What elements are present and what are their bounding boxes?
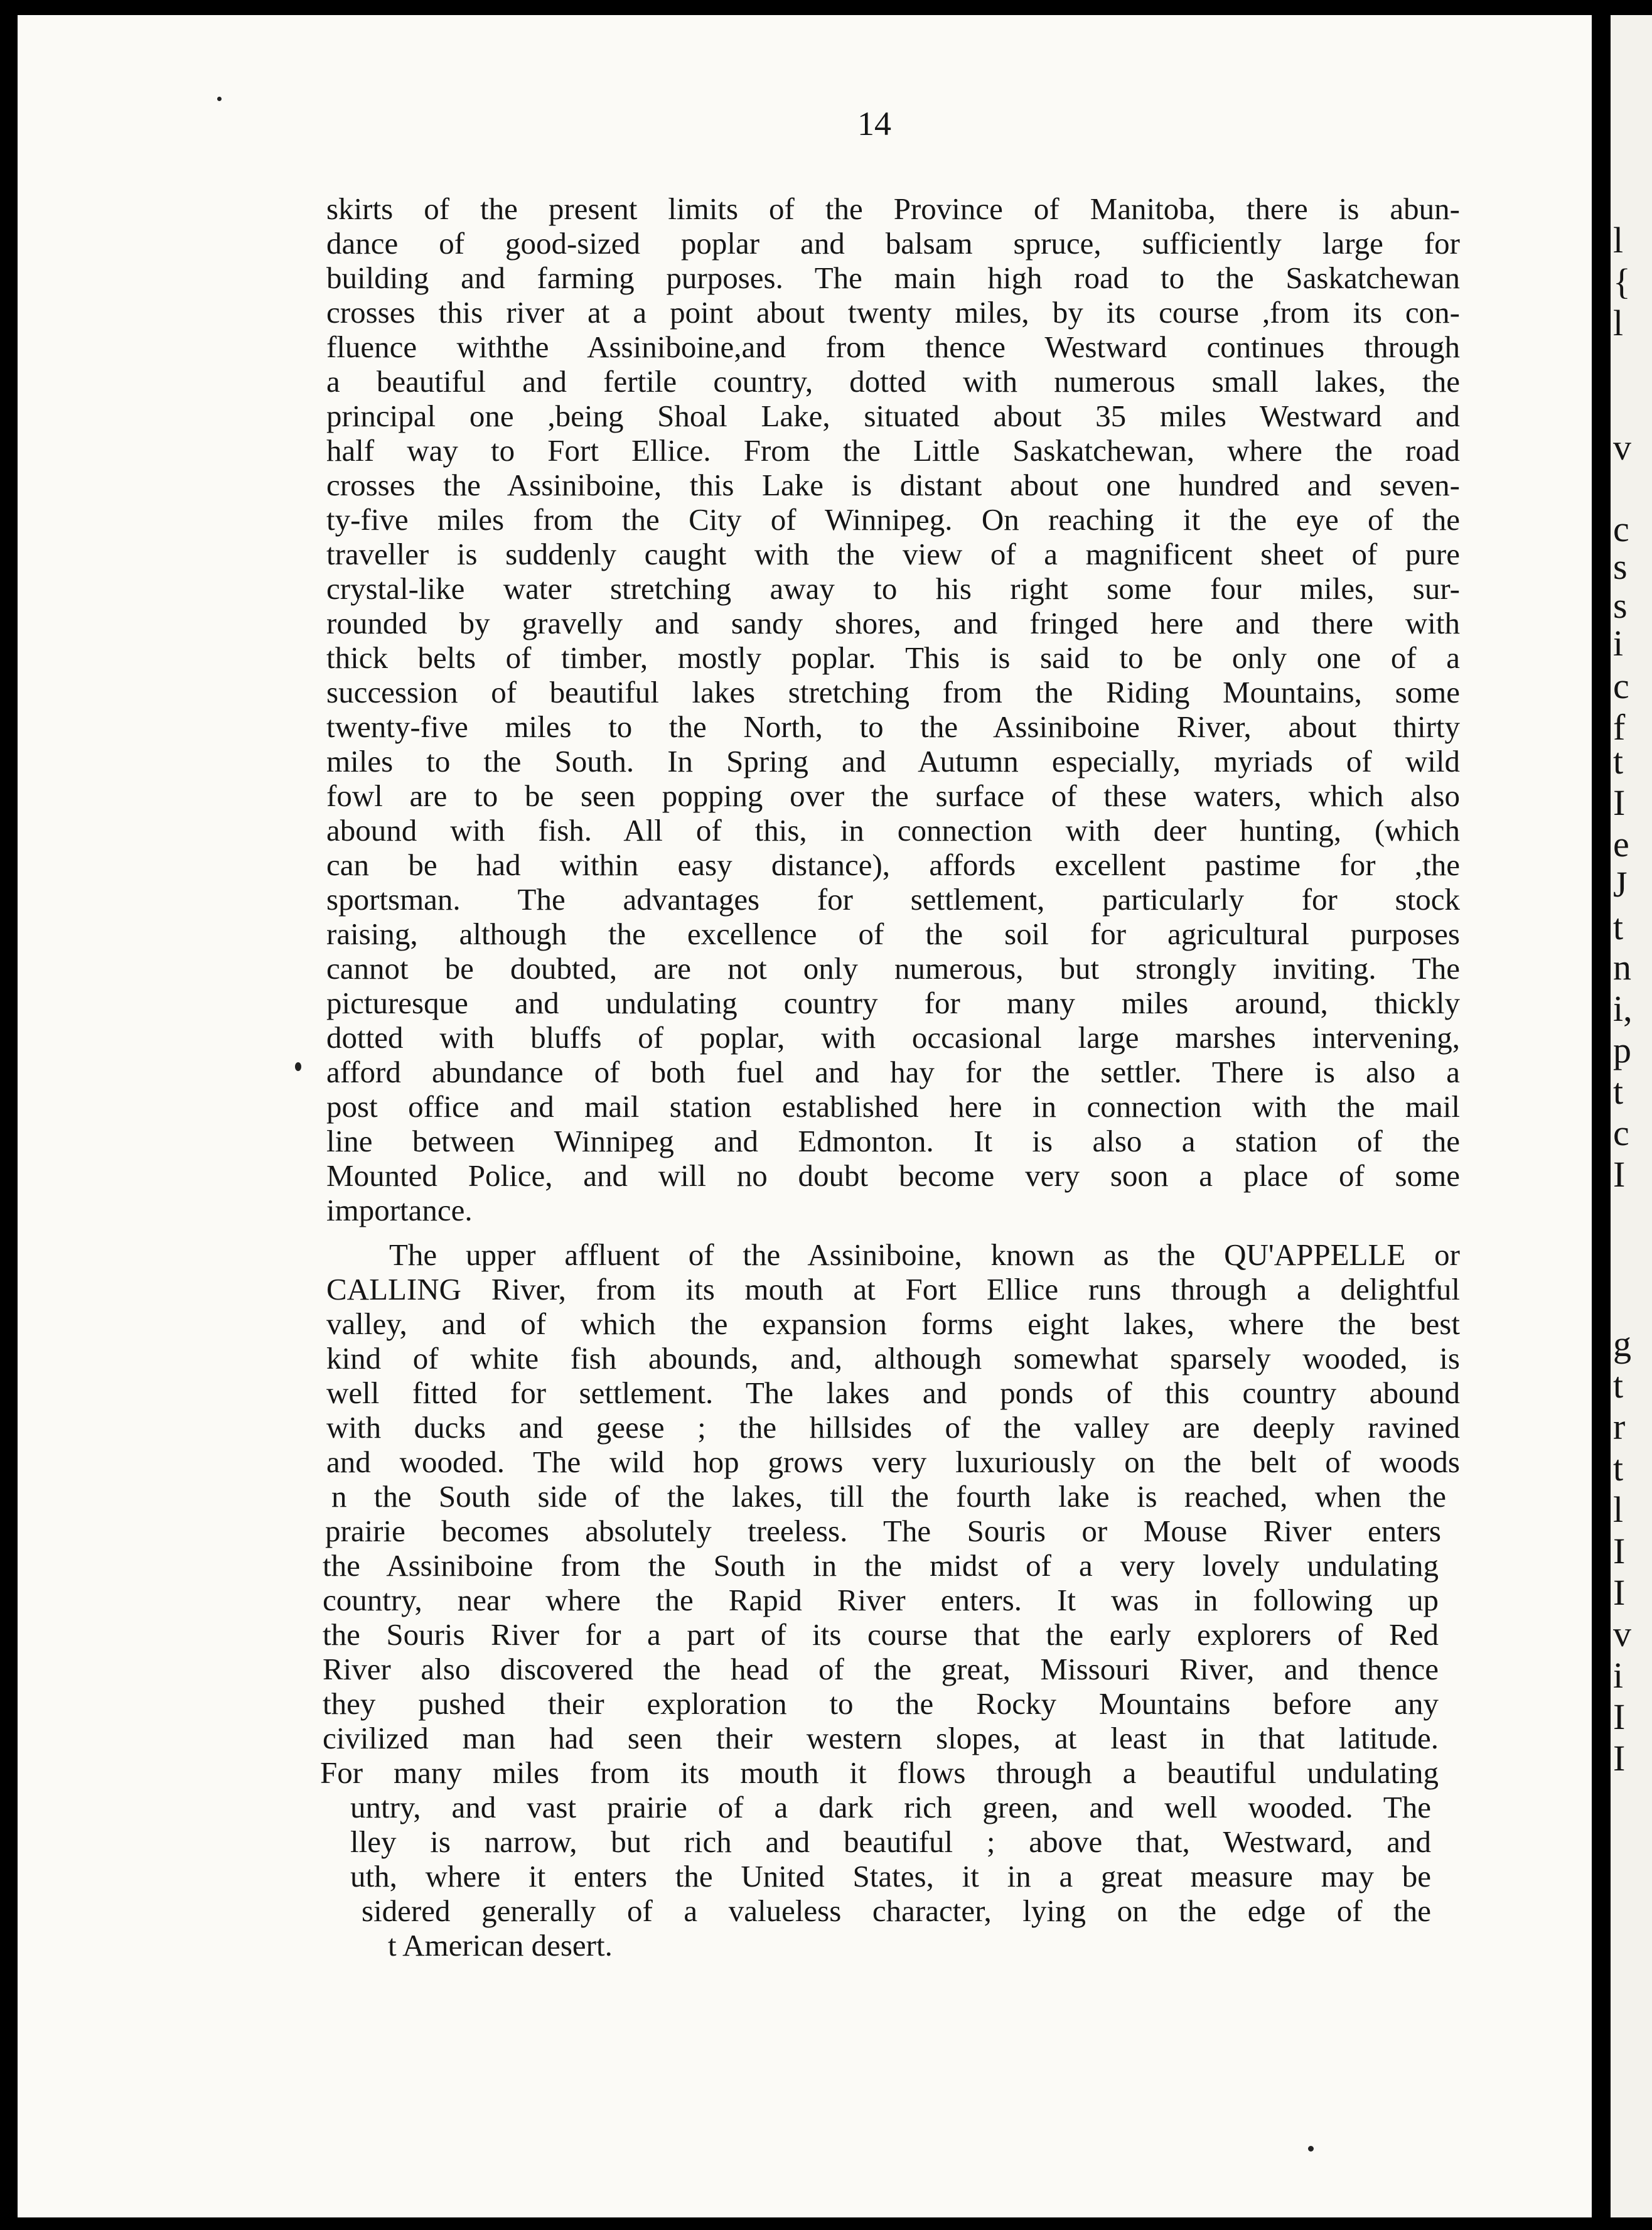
text-line: thick belts of timber, mostly poplar. This is said to be only one of a (326, 640, 1460, 675)
text-line: they pushed their exploration to the Rocky Mountains before any (323, 1686, 1439, 1721)
adjacent-page-letter: v (1613, 1613, 1631, 1654)
text-line: well fitted for settlement. The lakes and ponds of this country abound (326, 1376, 1460, 1410)
text-line: miles to the South. In Spring and Autumn especially, myriads of wild (326, 744, 1460, 778)
text-line: civilized man had seen their western slopes, at least in that latitude. (323, 1721, 1439, 1755)
text-line: dotted with bluffs of poplar, with occasional large marshes intervening, (326, 1020, 1460, 1055)
text-line: afford abundance of both fuel and hay for the settler. There is also a (326, 1055, 1460, 1089)
adjacent-page-edge (1611, 15, 1652, 2217)
text-line: prairie becomes absolutely treeless. The Souris or Mouse River enters (325, 1514, 1441, 1548)
adjacent-page-letter: t (1613, 741, 1624, 782)
page-number: 14 (857, 105, 891, 143)
adjacent-page-letter: i (1613, 623, 1624, 664)
text-line: crosses the Assiniboine, this Lake is distant about one hundred and seven- (326, 468, 1460, 502)
adjacent-page-letter: i (1613, 1655, 1624, 1696)
adjacent-page-letter: n (1613, 947, 1631, 988)
body-text (18, 15, 1592, 2217)
text-line: lley is narrow, but rich and beautiful ; above that, Westward, and (350, 1824, 1431, 1859)
text-line: line between Winnipeg and Edmonton. It is also a station of the (326, 1124, 1460, 1158)
text-line: picturesque and undulating country for many miles around, thickly (326, 986, 1460, 1020)
text-line: half way to Fort Ellice. From the Little Saskatchewan, where the road (326, 433, 1460, 468)
text-line: with ducks and geese ; the hillsides of the valley are deeply ravined (326, 1410, 1460, 1445)
adjacent-page-letter: c (1613, 509, 1629, 549)
text-line: traveller is suddenly caught with the view of a magnificent sheet of pure (326, 537, 1460, 571)
adjacent-page-letter: e (1613, 824, 1629, 865)
adjacent-page-letter: { (1613, 261, 1631, 302)
text-line: crosses this river at a point about twenty miles, by its course ,from its con- (326, 295, 1460, 330)
text-line: t American desert. (388, 1928, 613, 1963)
text-line: can be had within easy distance), affords excellent pastime for ,the (326, 848, 1460, 882)
text-line: cannot be doubted, are not only numerous, but strongly inviting. The (326, 951, 1460, 986)
text-line: sidered generally of a valueless character, lying on the edge of the (362, 1893, 1431, 1928)
scan-speck (217, 97, 222, 101)
adjacent-page-letter: s (1613, 585, 1628, 626)
text-line: the Assiniboine from the South in the midst of a very lovely undulating (323, 1548, 1439, 1583)
text-line: building and farming purposes. The main high road to the Saskatchewan (326, 261, 1460, 295)
text-line: twenty-five miles to the North, to the Assiniboine River, about thirty (326, 709, 1460, 744)
adjacent-page-letter: l (1613, 1489, 1624, 1530)
adjacent-page-letter: I (1613, 1738, 1626, 1779)
adjacent-page-letter: t (1613, 1071, 1624, 1112)
text-line: principal one ,being Shoal Lake, situated about 35 miles Westward and (326, 399, 1460, 433)
text-line: sportsman. The advantages for settlement, particularly for stock (326, 882, 1460, 917)
book-page (18, 15, 1592, 2217)
adjacent-page-letter: c (1613, 1112, 1629, 1153)
text-line: dance of good-sized poplar and balsam spruce, sufficiently large for (326, 226, 1460, 261)
adjacent-page-letter: g (1613, 1323, 1631, 1364)
adjacent-page-letter: t (1613, 907, 1624, 947)
scan-speck (295, 1062, 301, 1071)
text-line: crystal-like water stretching away to his right some four miles, sur- (326, 571, 1460, 606)
text-line: raising, although the excellence of the soil for agricultural purposes (326, 917, 1460, 951)
text-line: abound with fish. All of this, in connection with deer hunting, (which (326, 813, 1460, 848)
adjacent-page-letter: l (1613, 220, 1624, 261)
text-line: kind of white fish abounds, and, although somewhat sparsely wooded, is (326, 1341, 1460, 1376)
text-line: fluence withthe Assiniboine,and from thence Westward continues through (326, 330, 1460, 364)
text-line: succession of beautiful lakes stretching from the Riding Mountains, some (326, 675, 1460, 709)
adjacent-page-letter: l (1613, 303, 1624, 343)
text-line: n the South side of the lakes, till the fourth lake is reached, when the (331, 1479, 1446, 1514)
adjacent-page-letter: p (1613, 1030, 1631, 1070)
adjacent-page-letter: f (1613, 707, 1626, 748)
adjacent-page-letter: t (1613, 1448, 1624, 1489)
text-line: importance. (326, 1193, 473, 1227)
adjacent-page-letter: I (1613, 1572, 1626, 1613)
adjacent-page-letter: J (1613, 864, 1628, 905)
scan-speck (1308, 2146, 1314, 2152)
scan-gutter (1592, 0, 1611, 2230)
text-line: and wooded. The wild hop grows very luxuriously on the belt of woods (326, 1445, 1460, 1479)
text-line: rounded by gravelly and sandy shores, and fringed here and there with (326, 606, 1460, 640)
adjacent-page-letter: I (1613, 782, 1626, 823)
adjacent-page-letter: c (1613, 665, 1629, 706)
adjacent-page-letter: I (1613, 1696, 1626, 1737)
adjacent-page-letter: I (1613, 1154, 1626, 1195)
adjacent-page-letter: v (1613, 427, 1631, 468)
adjacent-page-letter: t (1613, 1365, 1624, 1406)
text-line: River also discovered the head of the great, Missouri River, and thence (323, 1652, 1439, 1686)
text-line: For many miles from its mouth it flows through a beautiful undulating (320, 1755, 1439, 1790)
text-line: valley, and of which the expansion forms eight lakes, where the best (326, 1306, 1460, 1341)
text-line: The upper affluent of the Assiniboine, known as the QU'APPELLE or (389, 1237, 1460, 1272)
adjacent-page-letter: s (1613, 546, 1628, 587)
text-line: untry, and vast prairie of a dark rich green, and well wooded. The (350, 1790, 1431, 1824)
text-line: a beautiful and fertile country, dotted with numerous small lakes, the (326, 364, 1460, 399)
text-line: the Souris River for a part of its course that the early explorers of Red (323, 1617, 1439, 1652)
text-line: ty-five miles from the City of Winnipeg. On reaching it the eye of the (326, 502, 1460, 537)
text-line: Mounted Police, and will no doubt become very soon a place of some (326, 1158, 1460, 1193)
adjacent-page-letter: r (1613, 1406, 1626, 1447)
text-line: post office and mail station established here in connection with the mail (326, 1089, 1460, 1124)
text-line: uth, where it enters the United States, it in a great measure may be (350, 1859, 1431, 1893)
text-line: CALLING River, from its mouth at Fort Ellice runs through a delightful (326, 1272, 1460, 1306)
adjacent-page-letter: i, (1613, 988, 1633, 1029)
adjacent-page-letter: I (1613, 1531, 1626, 1571)
text-line: skirts of the present limits of the Province of Manitoba, there is abun- (326, 191, 1460, 226)
text-line: country, near where the Rapid River enters. It was in following up (323, 1583, 1439, 1617)
text-line: fowl are to be seen popping over the surface of these waters, which also (326, 778, 1460, 813)
